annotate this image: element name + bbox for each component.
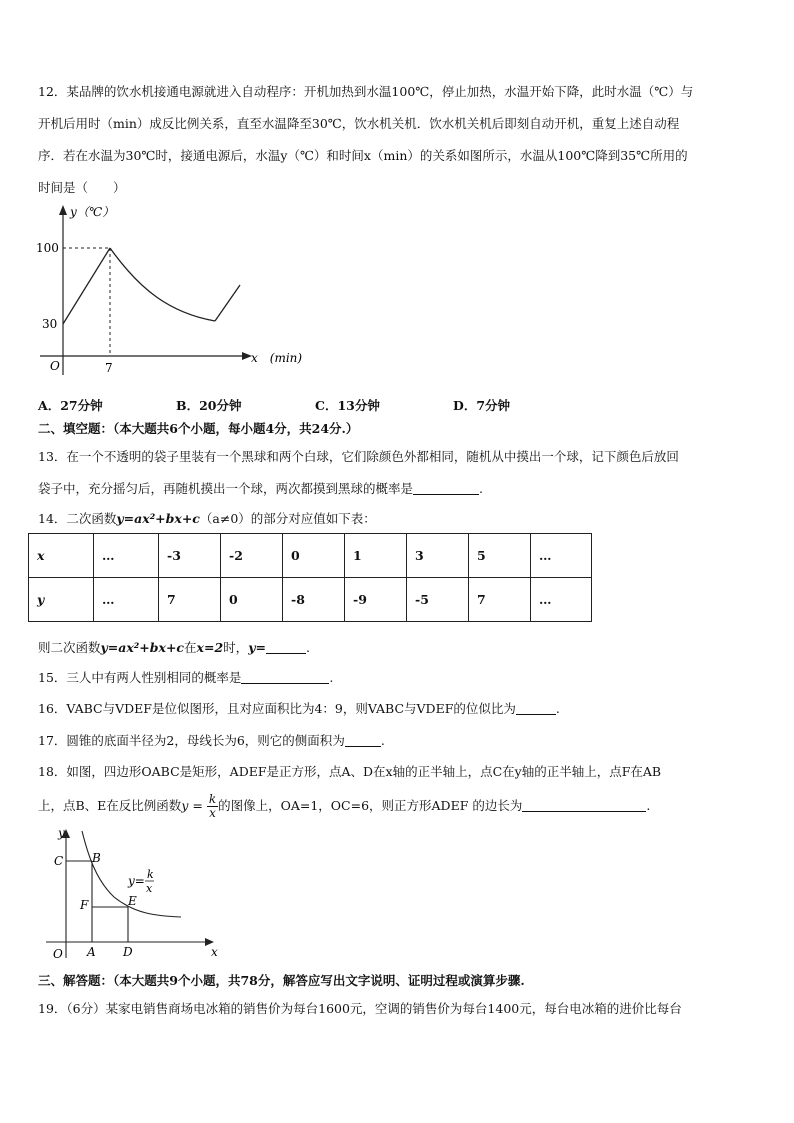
- q15-text: 15．三人中有两人性别相同的概率是: [38, 670, 242, 685]
- table-cell: -8: [283, 578, 345, 622]
- table-cell: 7: [469, 578, 531, 622]
- origin-label: O: [50, 359, 60, 373]
- table-cell: 7: [159, 578, 221, 622]
- table-cell: 3: [407, 534, 469, 578]
- q16-text: 16．VABC与VDEF是位似图形，且对应面积比为4：9，则VABC与VDEF的位似比为: [38, 701, 516, 716]
- q18-func-y: y =: [181, 798, 203, 813]
- table-row: [29, 578, 592, 622]
- table-cell: 0: [221, 578, 283, 622]
- q13-line-1: 13．在一个不透明的袋子里装有一个黑球和两个白球，它们除颜色外都相同，随机从中摸出一个球，记下颜色后放回: [38, 449, 679, 464]
- q16-answer-blank: [516, 702, 556, 715]
- q18-end: .: [646, 798, 651, 813]
- q18-point-a: A: [87, 945, 96, 959]
- q14-q-y: y=: [248, 640, 266, 655]
- q14-q-x: x=2: [196, 640, 224, 655]
- q12-line-1: 12．某品牌的饮水机接通电源就进入自动程序：开机加热到水温100℃，停止加热，水温开始下降，此时水温（℃）与: [38, 84, 694, 99]
- q18-point-e: E: [128, 894, 137, 908]
- q16-end: .: [555, 701, 560, 716]
- q14-function: y=ax²+bx+c: [116, 511, 200, 526]
- q18-text-post: 的图像上，OA=1，OC=6，则正方形ADEF 的边长为: [218, 798, 523, 813]
- q13-text: 袋子中，充分摇匀后，再随机摸出一个球，两次都摸到黑球的概率是: [38, 481, 414, 496]
- q14-intro-text: 14．二次函数: [38, 511, 117, 526]
- q17-end: .: [380, 733, 385, 748]
- tick-30: 30: [42, 317, 58, 331]
- q17-answer-blank: [345, 734, 381, 747]
- heating-line: [63, 248, 110, 324]
- table-cell: -2: [221, 534, 283, 578]
- q18-y-label: y: [58, 826, 65, 840]
- q18-graph-func-y: y=: [128, 874, 145, 888]
- table-cell: 1: [345, 534, 407, 578]
- table-cell: y: [29, 578, 94, 622]
- q16: [38, 701, 560, 717]
- table-cell: 5: [469, 534, 531, 578]
- table-cell: x: [29, 534, 94, 578]
- q18-graph-func-num: k: [147, 868, 154, 881]
- q12-line-2: 开机后用时（min）成反比例关系，直至水温降至30℃，饮水机关机．饮水机关机后即刻自动开机，重复上述自动程: [38, 116, 680, 131]
- section-3-heading: 三、解答题：（本大题共9个小题，共78分，解答应写出文字说明、证明过程或演算步骤.: [38, 973, 525, 988]
- q14-condition: （a≠0）的部分对应值如下表：: [199, 511, 376, 526]
- q18-fraction: [207, 793, 218, 820]
- table-cell: -9: [345, 578, 407, 622]
- q18-point-d: D: [123, 945, 133, 959]
- q19-line-1: 19．（6分）某家电销售商场电冰箱的销售价为每台1600元，空调的销售价为每台1400元，每台电冰箱的进价比每台: [38, 1001, 682, 1016]
- q18-frac-den: x: [209, 806, 216, 820]
- q18-text-pre: 上，点B、E在反比例函数: [38, 798, 182, 813]
- q13-answer-blank: [413, 482, 479, 495]
- q17-text: 17．圆锥的底面半径为2，母线长为6，则它的侧面积为: [38, 733, 345, 748]
- q18-line-2: [38, 791, 650, 821]
- q13-end: .: [479, 481, 483, 496]
- q12-line-3: 序．若在水温为30℃时，接通电源后，水温y（℃）和时间x（min）的关系如图所示，水温从100℃降到35℃所用的: [38, 148, 688, 163]
- table-cell: …: [531, 534, 592, 578]
- q12-option-a: A．27分钟: [38, 398, 103, 413]
- q14-q-text: 则二次函数: [38, 640, 101, 655]
- q18-point-c: C: [54, 854, 64, 868]
- y-axis-label: y（℃）: [70, 205, 115, 219]
- q18-point-b: B: [92, 851, 101, 865]
- q15-answer-blank: [241, 671, 329, 684]
- q18-graph: [44, 825, 234, 965]
- q14-value-table: [28, 533, 592, 622]
- q18-x-label: x: [211, 945, 218, 959]
- reheat-line: [215, 285, 240, 321]
- cooling-curve: [110, 248, 215, 321]
- q14-answer-blank: [266, 641, 306, 654]
- x-axis-label: x (min): [251, 351, 303, 365]
- table-cell: …: [531, 578, 592, 622]
- q12-option-d: D．7分钟: [453, 398, 511, 413]
- table-row: [29, 534, 592, 578]
- q15-end: .: [329, 670, 334, 685]
- q17: [38, 733, 385, 749]
- q14-intro: [38, 511, 376, 527]
- q12-option-b: B．20分钟: [176, 398, 242, 413]
- q14-q-mid: 在: [184, 640, 197, 655]
- q12-line-4: 时间是（ ）: [38, 180, 126, 195]
- table-cell: …: [94, 578, 159, 622]
- q18-frac-num: k: [208, 792, 217, 806]
- section-2-heading: 二、填空题：（本大题共6个小题，每小题4分，共24分.）: [38, 421, 359, 436]
- table-cell: -3: [159, 534, 221, 578]
- table-cell: 0: [283, 534, 345, 578]
- q12-graph: [30, 200, 310, 380]
- table-cell: -5: [407, 578, 469, 622]
- q14-question: [38, 640, 310, 656]
- q13-line-2: [38, 481, 483, 497]
- q18-answer-blank: [522, 799, 646, 812]
- q18-origin: O: [53, 947, 63, 961]
- q14-q-function: y=ax²+bx+c: [100, 640, 185, 655]
- table-cell: …: [94, 534, 159, 578]
- q14-end: .: [305, 640, 310, 655]
- q15: [38, 670, 333, 686]
- q18-point-f: F: [80, 898, 89, 912]
- tick-100: 100: [36, 241, 59, 255]
- q18-graph-func-den: x: [146, 882, 153, 895]
- q12-option-c: C．13分钟: [315, 398, 380, 413]
- q14-q-post: 时，: [223, 640, 249, 655]
- q18-line-1: 18．如图，四边形OABC是矩形，ADEF是正方形，点A、D在x轴的正半轴上，点C在y轴的正半轴上，点F在AB: [38, 764, 662, 779]
- tick-7: 7: [105, 361, 113, 375]
